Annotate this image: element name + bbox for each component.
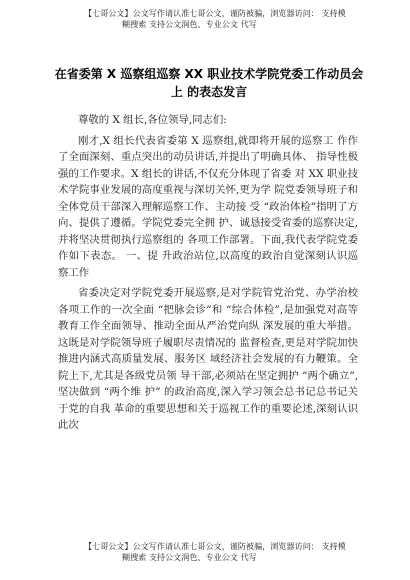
document-title-line1: 在省委第 X 巡察组巡察 XX 职业技术学院党委工作动员会 bbox=[54, 67, 364, 81]
paragraph-1: 刚才,X 组长代表省委第 X 巡察组,就即将开展的巡察工 作作了全面深刻、重点突出的动员讲话,并提出了明确具体、 指导性极强的工作要求。X 组长的讲话,不仅充分体现了省委 对 XX 职业技术学院事业发展的高度重视与深切关怀,更为学 院党委领导班子和全体党员干部深入理解巡察工作、主动接 受 “政治体检”指明了方向、提供了遵循。学院党委完全拥 护、诚恳接受省委的巡察决定,并将坚决贯彻执行巡察组的 各项工作部署。下面,我代表学院党委作如下表态。 一、提 升政治站位,以高度的政治自觉深刻认识巡察工作 bbox=[58, 134, 358, 279]
footer-banner-line1: 【七哥公文】公文写作请认准七哥公文，谨防被骗，浏览器访问： 支持模 bbox=[84, 542, 346, 551]
paragraph-2: 省委决定对学院党委开展巡察,是对学院管党治党、办学治校各项工作的一次全面 “把脉会诊”和 “综合体检”,是加强党对高等教育工作全面领导、推动全面从严治党向纵 深发展的重大举措。这既是对学院领导班子履职尽责情况的 监督检查,更是对学院加快推进内涵式高质量发展、服务区 域经济社会发展的有力鞭策。全院上下,尤其是各级党员领 导干部,必须站在坚定拥护 “两个确立”,坚决做到 “两个维 护” 的政治高度,深入学习领会总书记总书记关于党的自我 革命的重要思想和关于巡视工作的重要论述,深刻认识此次 bbox=[58, 287, 358, 431]
document-body bbox=[58, 112, 358, 438]
footer-banner-line2: 糊搜索 支持公文润色、专业公文 代写 bbox=[122, 553, 257, 562]
greeting: 尊敬的 X 组长,各位领导,同志们: bbox=[78, 114, 227, 126]
header-banner-line2: 糊搜索 支持公文润色、专业公文 代写 bbox=[122, 20, 257, 29]
header-banner-line1: 【七哥公文】公文写作请认准七哥公文，谨防被骗，浏览器访问： 支持模 bbox=[84, 9, 346, 18]
header-banner bbox=[84, 8, 384, 30]
document-title bbox=[50, 65, 368, 101]
footer-banner bbox=[84, 541, 384, 563]
document-title-line2: 上 的表态发言 bbox=[170, 85, 248, 99]
